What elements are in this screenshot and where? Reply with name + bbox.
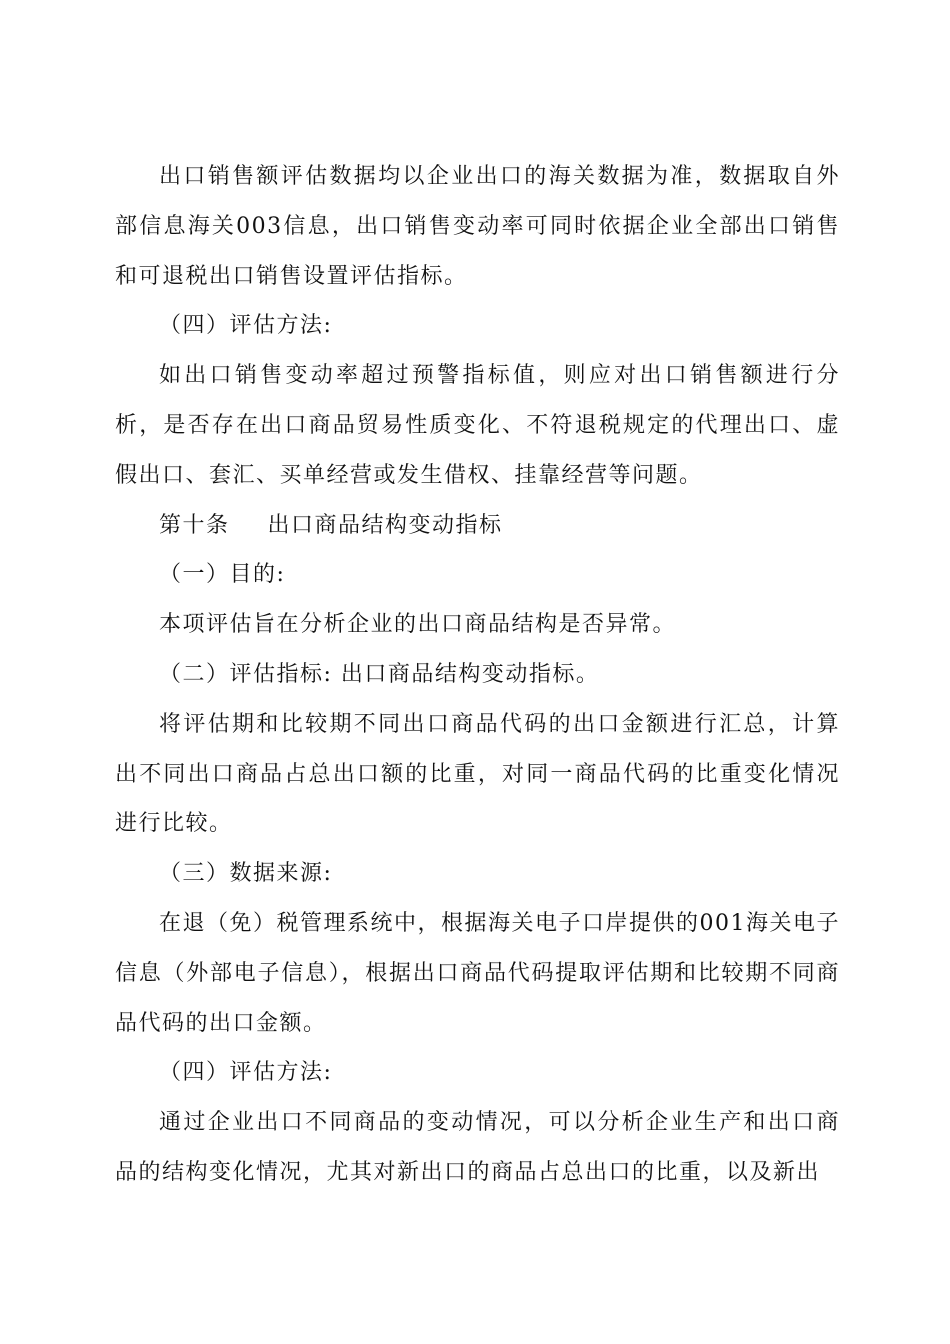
paragraph-export-sales-data: 出口销售额评估数据均以企业出口的海关数据为准，数据取自外部信息海关003信息，出口销售变动率可同时依据企业全部出口销售和可退税出口销售设置评估指标。 (115, 164, 840, 289)
paragraph-data-source: 在退（免）税管理系统中，根据海关电子口岸提供的001海关电子信息（外部电子信息），根据出口商品代码提取评估期和比较期不同商品代码的出口金额。 (115, 910, 840, 1036)
section-heading-data-source: （三）数据来源: (159, 861, 333, 887)
article-heading (115, 501, 840, 551)
paragraph-evaluation-method: 如出口销售变动率超过预警指标值，则应对出口销售额进行分析，是否存在出口商品贸易性质变化、不符退税规定的代理出口、虚假出口、套汇、买单经营或发生借权、挂靠经营等问题。 (115, 363, 840, 488)
article-title: 出口商品结构变动指标 (267, 512, 503, 538)
document-body (115, 152, 840, 1198)
paragraph-evaluation-method-2: 通过企业出口不同商品的变动情况，可以分析企业生产和出口商品的结构变化情况，尤其对新出口的商品占总出口的比重，以及新出 (115, 1110, 840, 1185)
paragraph-purpose: 本项评估旨在分析企业的出口商品结构是否异常。 (159, 612, 677, 638)
section-heading-purpose: （一）目的: (159, 562, 286, 588)
paragraph-indicator: 将评估期和比较期不同出口商品代码的出口金额进行汇总，计算出不同出口商品占总出口额的比重，对同一商品代码的比重变化情况进行比较。 (115, 711, 840, 837)
article-number: 第十条 (159, 512, 230, 538)
section-heading-evaluation-method-2: （四）评估方法: (159, 1060, 333, 1086)
section-heading-indicator: （二）评估指标: 出口商品结构变动指标。 (159, 661, 600, 687)
section-heading-evaluation-method: （四）评估方法: (159, 313, 333, 339)
